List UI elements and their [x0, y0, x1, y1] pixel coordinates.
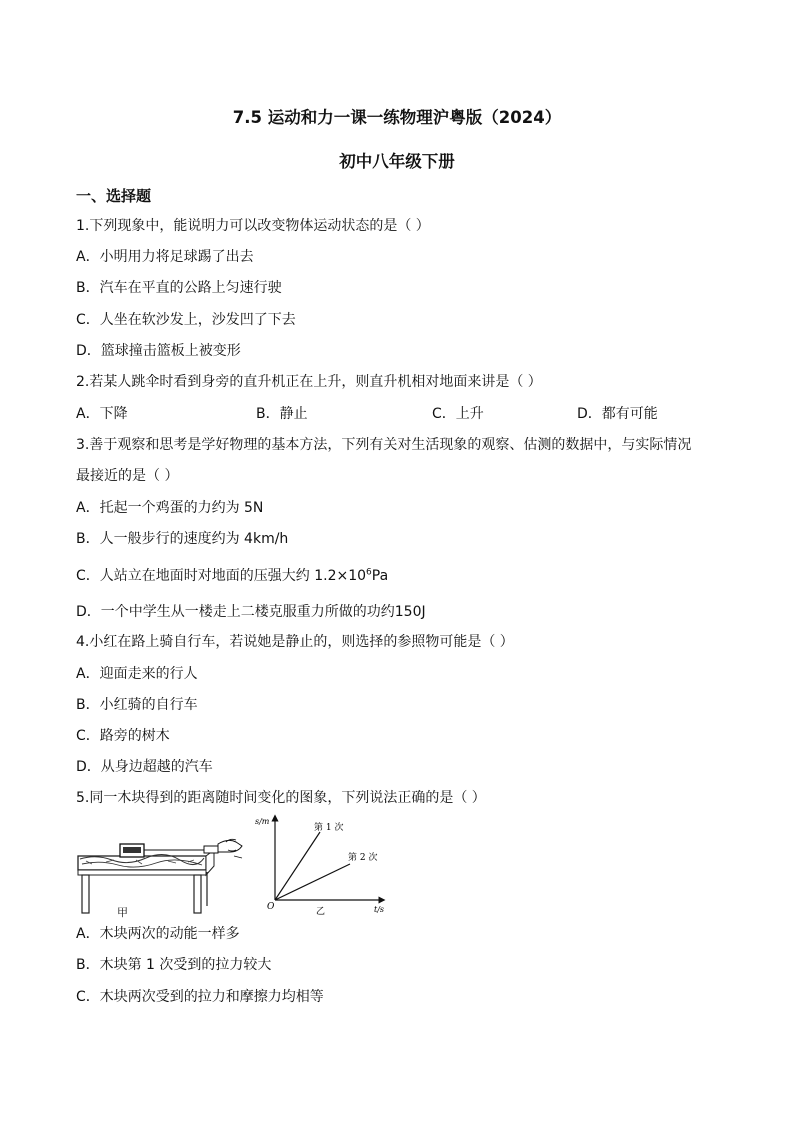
q3-stem-line1: 3.善于观察和思考是学好物理的基本方法，下列有关对生活现象的观察、估测的数据中，与实际情况: [76, 437, 692, 453]
q1-option-c: C．人坐在软沙发上，沙发凹了下去: [76, 312, 296, 328]
q2-option-b: B．静止: [256, 406, 308, 422]
q5-stem: 5.同一木块得到的距离随时间变化的图象，下列说法正确的是（ ）: [76, 790, 486, 806]
q3-option-c-exponent: 6: [366, 567, 372, 578]
section-heading: 一、选择题: [76, 187, 152, 205]
graph-y-axis-label: s/m: [255, 817, 270, 826]
figure-jia-caption: 甲: [117, 906, 128, 919]
q5-option-c: C．木块两次受到的拉力和摩擦力均相等: [76, 989, 324, 1005]
q2-option-a: A．下降: [76, 406, 128, 422]
q3-option-c: [76, 566, 388, 586]
document-title: 7.5 运动和力一课一练物理沪粤版（2024）: [232, 108, 562, 127]
q5-option-b: B．木块第 1 次受到的拉力较大: [76, 957, 272, 973]
q3-option-c-unit: Pa: [371, 568, 389, 584]
graph-line-1-label: 第 1 次: [314, 823, 344, 833]
q4-option-c: C．路旁的树木: [76, 728, 170, 744]
q4-option-d: D．从身边超越的汽车: [76, 759, 213, 775]
q1-stem: 1.下列现象中，能说明力可以改变物体运动状态的是（ ）: [76, 218, 430, 234]
q1-option-a: A．小明用力将足球踢了出去: [76, 249, 254, 265]
q3-option-c-text: C．人站立在地面时对地面的压强大约 1.2×10: [76, 568, 367, 584]
q3-option-a: A．托起一个鸡蛋的力约为 5N: [76, 500, 264, 516]
q5-option-a: A．木块两次的动能一样多: [76, 926, 240, 942]
q2-stem: 2.若某人跳伞时看到身旁的直升机正在上升，则直升机相对地面来讲是（ ）: [76, 374, 542, 390]
q1-option-d: D．篮球撞击篮板上被变形: [76, 343, 241, 359]
graph-origin-label: O: [267, 902, 275, 912]
figure-jia-table-illustration: [76, 828, 246, 920]
q4-stem: 4.小红在路上骑自行车，若说她是静止的，则选择的参照物可能是（ ）: [76, 634, 514, 650]
q3-option-d: D．一个中学生从一楼走上二楼克服重力所做的功约150J: [76, 604, 426, 620]
q2-option-c: C．上升: [432, 406, 484, 422]
q3-option-b: B．人一般步行的速度约为 4km/h: [76, 531, 289, 547]
q2-option-d: D．都有可能: [577, 406, 658, 422]
graph-x-axis-label: t/s: [374, 905, 385, 914]
q4-option-b: B．小红骑的自行车: [76, 697, 198, 713]
figure-yi-graph: [250, 812, 390, 920]
figure-yi-caption: 乙: [316, 907, 326, 917]
q3-stem-line2: 最接近的是（ ）: [76, 468, 179, 484]
graph-line-2-label: 第 2 次: [348, 853, 378, 863]
document-subtitle: 初中八年级下册: [339, 152, 455, 171]
q1-option-b: B．汽车在平直的公路上匀速行驶: [76, 280, 282, 296]
q4-option-a: A．迎面走来的行人: [76, 666, 198, 682]
